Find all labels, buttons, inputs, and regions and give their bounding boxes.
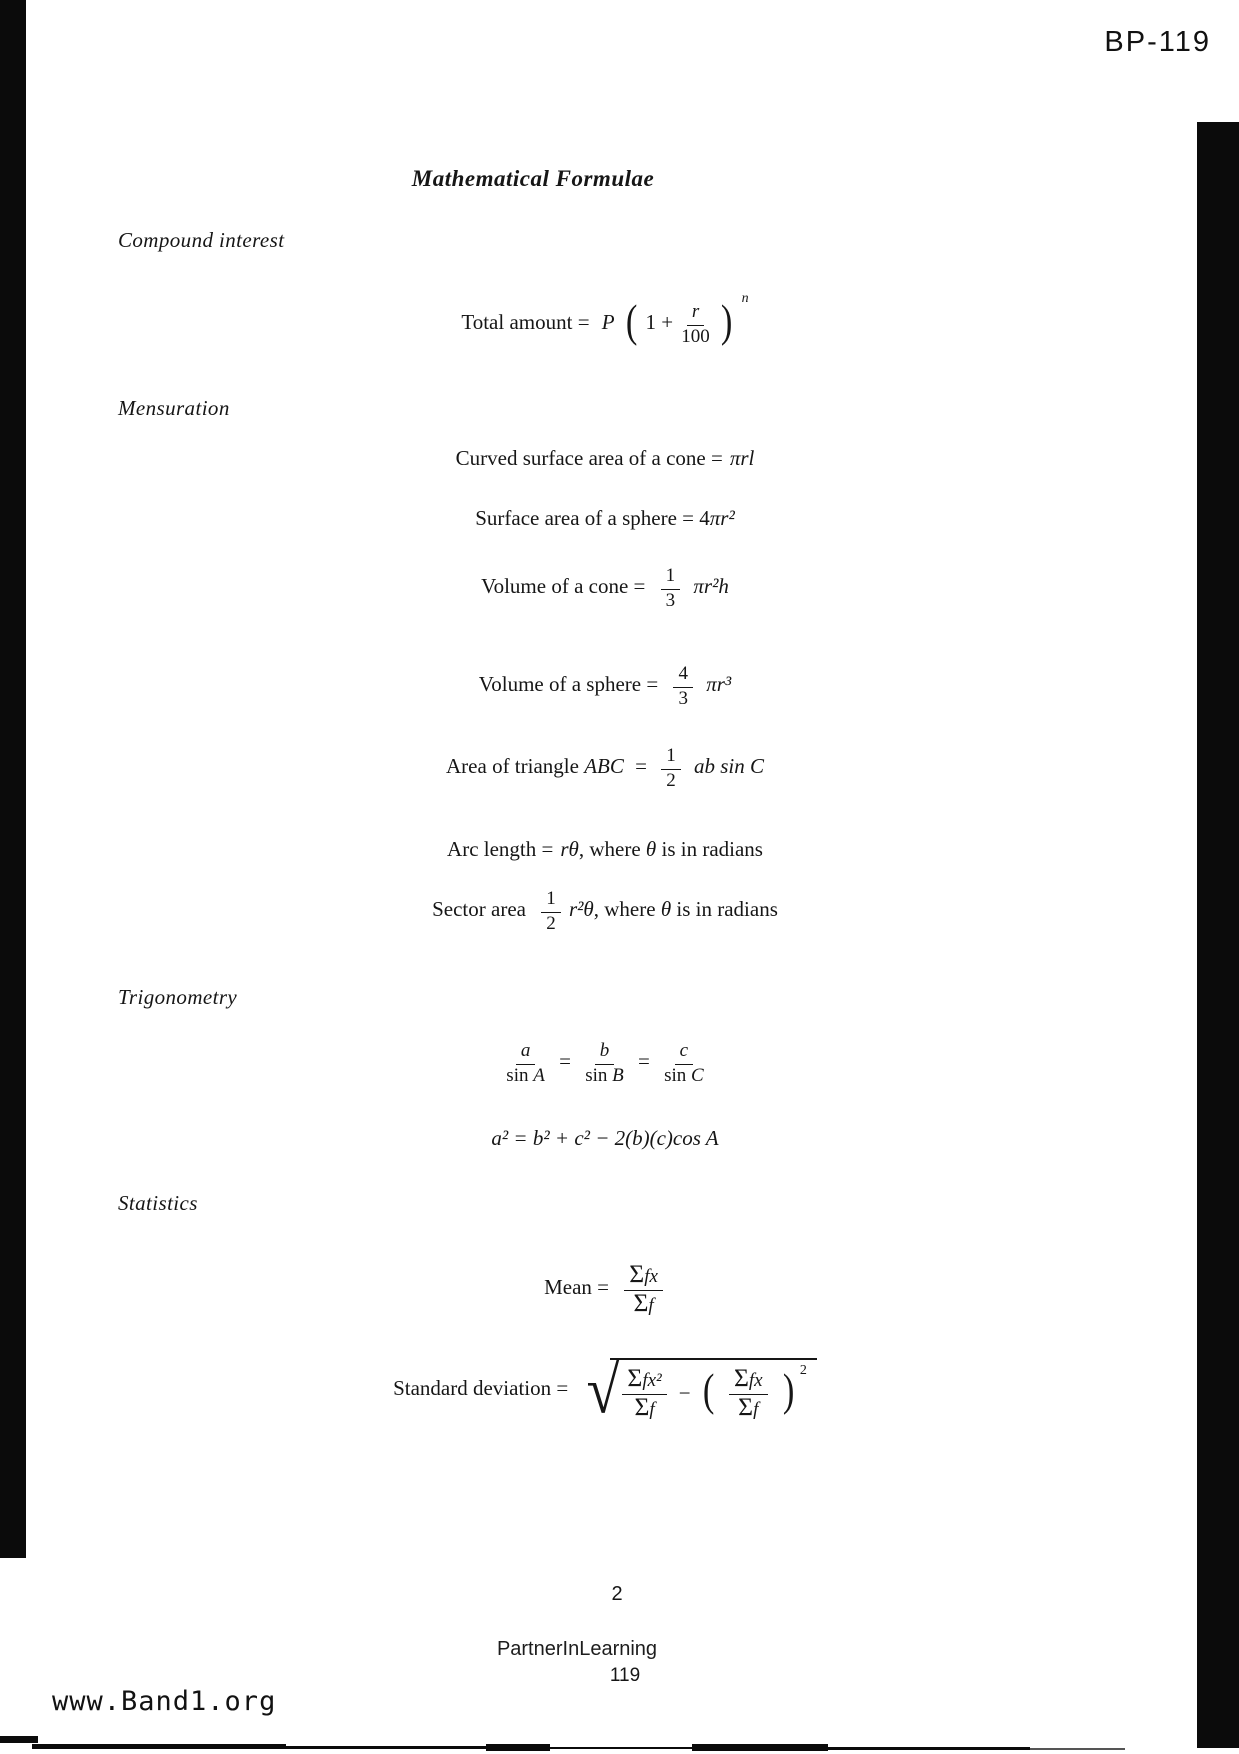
fraction-denominator: 2	[666, 769, 676, 791]
formula-sphere-surface	[0, 505, 1210, 531]
math-term: πr²h	[693, 573, 729, 598]
mean-fraction	[624, 1259, 663, 1317]
sine-rule-fraction-b	[585, 1040, 624, 1086]
fraction-denominator: 100	[681, 325, 710, 347]
sigma-symbol: Σ	[733, 1363, 749, 1392]
fraction-numerator	[622, 1363, 666, 1395]
fraction-numerator	[624, 1259, 663, 1291]
equals-sign: =	[635, 753, 647, 778]
radians-text: is in radians	[676, 896, 778, 921]
angle-var: C	[691, 1064, 704, 1086]
fraction-denominator	[585, 1065, 624, 1087]
variance-fraction-2	[729, 1363, 768, 1421]
fraction-numerator: 4	[673, 663, 693, 688]
minus-sign: −	[678, 1380, 691, 1405]
section-heading-statistics: Statistics	[118, 1191, 198, 1215]
sigma-symbol: Σ	[633, 1287, 649, 1317]
fraction-denominator	[738, 1391, 759, 1421]
fraction-numerator: b	[595, 1040, 615, 1065]
formula-label: Total amount =	[461, 310, 590, 334]
four-thirds-fraction	[673, 663, 693, 709]
formula-label: Volume of a cone =	[481, 573, 646, 598]
math-term: r²θ	[568, 896, 594, 921]
fraction-numerator: r	[687, 301, 704, 326]
formula-sphere-volume	[0, 663, 1210, 709]
math-term: fx²	[642, 1370, 662, 1391]
formula-mean	[0, 1259, 1210, 1317]
exponent-n: n	[741, 291, 749, 306]
radians-text: is in radians	[661, 837, 763, 861]
one-half-fraction	[661, 745, 681, 791]
sigma-symbol: Σ	[629, 1259, 645, 1288]
math-term: fx	[748, 1370, 763, 1391]
sigma-symbol: Σ	[634, 1391, 650, 1421]
math-term: ab sin C	[693, 753, 764, 778]
footer-brand: PartnerInLearning	[496, 1638, 658, 1660]
fraction-denominator	[633, 1287, 654, 1317]
math-term: fx	[644, 1266, 658, 1287]
formula-triangle-area	[0, 745, 1210, 791]
formula-label: Mean =	[544, 1274, 609, 1299]
fraction-numerator: a	[516, 1040, 536, 1065]
exponent-2: 2	[799, 1363, 807, 1378]
radicand: $\frac{\text{Σfx²}}{\Sigma f}$ − ( $\frac{\text{Σfx}}{\Sigma f}$ ) 2	[610, 1358, 817, 1422]
one-third-fraction	[661, 565, 681, 611]
fraction-denominator	[664, 1065, 704, 1087]
formula-sector-area	[0, 888, 1210, 934]
math-term: f	[753, 1398, 759, 1420]
where-text: , where	[593, 896, 656, 921]
formula-label: Surface area of a sphere = 4	[475, 506, 710, 530]
sigma-symbol: Σ	[627, 1363, 643, 1392]
formula-cosine-rule	[0, 1125, 1210, 1151]
math-term: πrl	[729, 446, 755, 470]
equals-sign: =	[637, 1048, 650, 1073]
formula-arc-length	[0, 836, 1210, 862]
math-term: f	[649, 1398, 655, 1420]
theta-symbol: θ	[660, 896, 672, 921]
sin-function: sin	[506, 1064, 529, 1086]
fraction-numerator: c	[675, 1040, 693, 1065]
rate-fraction	[681, 301, 710, 347]
fraction-numerator	[729, 1363, 768, 1395]
section-heading-compound-interest: Compound interest	[118, 228, 285, 252]
angle-var: B	[612, 1064, 624, 1086]
footer-brand-number: 119	[609, 1665, 641, 1686]
fraction-denominator	[506, 1065, 545, 1087]
var-principal: P	[601, 310, 615, 334]
where-text: , where	[578, 837, 641, 861]
radical-sign: √	[586, 1352, 620, 1427]
formula-sine-rule	[0, 1040, 1210, 1086]
formula-label: Sector area	[432, 896, 526, 921]
square-root	[586, 1352, 816, 1427]
formula-label: Arc length =	[447, 837, 554, 861]
fraction-denominator: 2	[546, 912, 556, 934]
formula-cone-surface	[0, 445, 1210, 471]
math-term: πr³	[706, 671, 732, 696]
sine-rule-fraction-c	[664, 1040, 704, 1086]
formula-label: Curved surface area of a cone =	[455, 446, 723, 470]
formula-total-amount: Total amount = P ( 1 + $\frac{r}{100}$ ) $^n$	[461, 291, 749, 347]
cosine-rule-text: a² = b² + c² − 2(b)(c)cos A	[491, 1126, 719, 1150]
triangle-vertices: ABC	[584, 753, 624, 778]
doc-code: BP-119	[1104, 26, 1211, 58]
one-plus-term: 1 +	[645, 310, 674, 334]
fraction-denominator	[634, 1391, 655, 1421]
theta-symbol: θ	[645, 837, 657, 861]
angle-var: A	[533, 1064, 545, 1086]
math-term: rθ	[560, 837, 579, 861]
sine-rule-fraction-a	[506, 1040, 545, 1086]
sin-function: sin	[664, 1064, 687, 1086]
page-title-row	[0, 166, 1066, 192]
fraction-numerator: 1	[661, 745, 681, 770]
sin-function: sin	[585, 1064, 608, 1086]
watermark-url: www.Band1.org	[52, 1686, 277, 1717]
fraction-numerator: 1	[661, 565, 681, 590]
fraction-numerator: 1	[541, 888, 561, 913]
one-half-fraction	[541, 888, 561, 934]
section-heading-mensuration: Mensuration	[118, 396, 230, 420]
fraction-denominator: 3	[665, 589, 676, 611]
fraction-denominator: 3	[678, 687, 688, 709]
formula-label: Standard deviation =	[393, 1375, 569, 1400]
variance-fraction-1	[622, 1363, 666, 1421]
formula-cone-volume	[0, 565, 1210, 611]
formula-standard-deviation	[0, 1352, 1210, 1427]
page-number: 2	[611, 1583, 623, 1605]
formula-label: Volume of a sphere =	[478, 671, 659, 696]
math-term: πr²	[709, 506, 735, 530]
formula-label: Area of triangle	[446, 753, 579, 778]
page-title: Mathematical Formulae	[411, 166, 655, 191]
sigma-symbol: Σ	[738, 1391, 754, 1421]
equals-sign: =	[559, 1048, 571, 1073]
section-heading-trigonometry: Trigonometry	[118, 985, 238, 1009]
math-term: f	[648, 1294, 654, 1316]
